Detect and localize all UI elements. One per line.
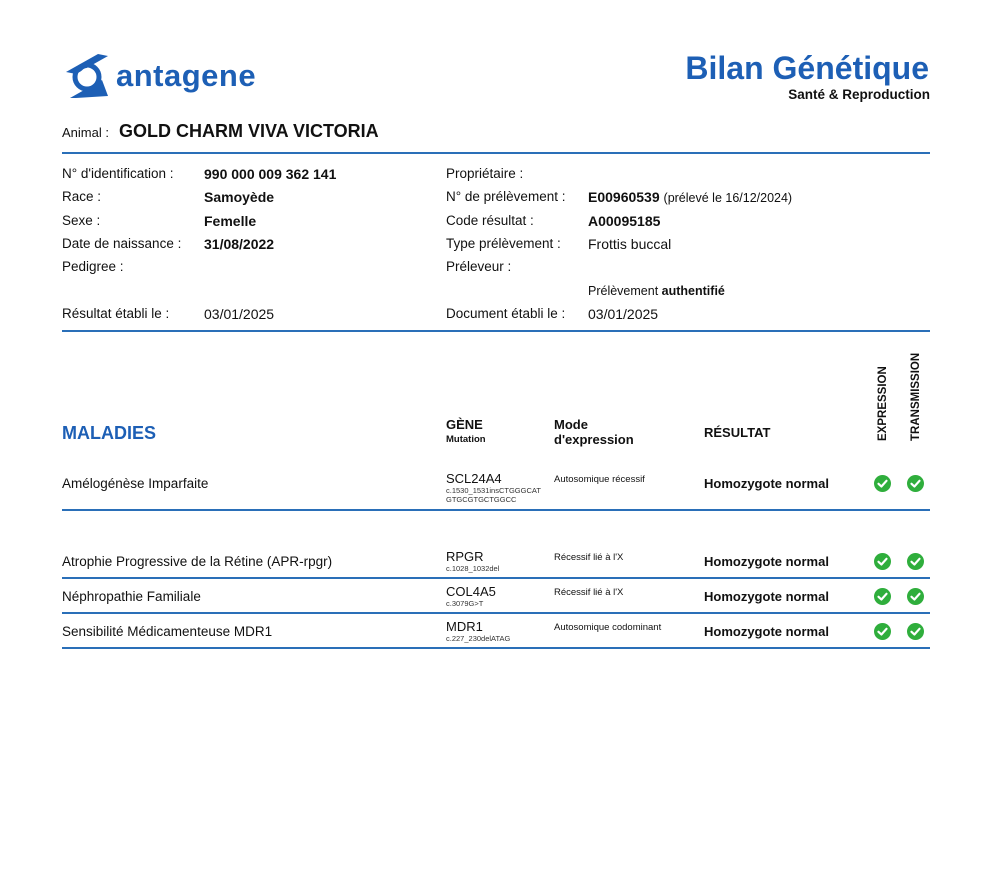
section-title: MALADIES <box>62 423 156 443</box>
col-expression: EXPRESSION <box>877 366 889 441</box>
race-value: Samoyède <box>204 189 275 205</box>
brand-name: antagene <box>116 58 257 93</box>
auth-line <box>588 284 725 298</box>
col-mutation: Mutation <box>446 434 486 445</box>
id-label: N° d'identification : <box>62 166 174 181</box>
auth-prefix: Prélèvement <box>588 284 659 298</box>
mutation-line-1: c.227_230delATAG <box>446 634 511 643</box>
check-icon <box>874 553 891 570</box>
sample-value-line <box>588 189 792 205</box>
preleveur-label: Préleveur : <box>446 259 512 274</box>
mode-expression: Récessif lié à l'X <box>554 587 624 598</box>
race-label: Race : <box>62 189 102 204</box>
gene-name: MDR1 <box>446 619 483 634</box>
gene-name: RPGR <box>446 549 484 564</box>
code-label: Code résultat : <box>446 213 534 228</box>
dob-value: 31/08/2022 <box>204 236 275 252</box>
owner-label: Propriétaire : <box>446 166 524 181</box>
disease-name: Sensibilité Médicamenteuse MDR1 <box>62 624 273 639</box>
row-divider <box>62 647 930 649</box>
disease-name: Amélogénèse Imparfaite <box>62 476 209 491</box>
mutation-line-1: c.3079G>T <box>446 599 484 608</box>
check-icon <box>907 588 924 605</box>
result-value: Homozygote normal <box>704 476 829 491</box>
gene-name: COL4A5 <box>446 584 496 599</box>
doc-date-label: Document établi le : <box>446 306 566 321</box>
pedigree-label: Pedigree : <box>62 259 124 274</box>
sample-value: E00960539 <box>588 189 660 205</box>
result-value: Homozygote normal <box>704 624 829 639</box>
col-mode-2: d'expression <box>554 432 634 447</box>
code-value: A00095185 <box>588 213 661 229</box>
auth-word: authentifié <box>661 284 725 298</box>
row-divider <box>62 577 930 579</box>
mutation-line-1: c.1530_1531insCTGGGCAT <box>446 486 541 495</box>
result-value: Homozygote normal <box>704 589 829 604</box>
sample-note: (prélevé le 16/12/2024) <box>663 191 793 205</box>
mode-expression: Récessif lié à l'X <box>554 552 624 563</box>
antagene-logo-icon <box>62 52 112 100</box>
divider <box>62 152 930 154</box>
gene-name: SCL24A4 <box>446 471 502 486</box>
type-label: Type prélèvement : <box>446 236 561 251</box>
check-icon <box>907 623 924 640</box>
document-subtitle: Santé & Reproduction <box>788 87 930 102</box>
type-value: Frottis buccal <box>588 236 672 252</box>
row-divider <box>62 612 930 614</box>
check-icon <box>874 588 891 605</box>
col-gene: GÈNE <box>446 417 483 432</box>
animal-name: GOLD CHARM VIVA VICTORIA <box>119 121 379 141</box>
result-date-label: Résultat établi le : <box>62 306 170 321</box>
divider <box>62 330 930 332</box>
disease-name: Néphropathie Familiale <box>62 589 201 604</box>
sexe-label: Sexe : <box>62 213 101 228</box>
result-date-value: 03/01/2025 <box>204 306 275 322</box>
check-icon <box>874 623 891 640</box>
check-icon <box>907 553 924 570</box>
disease-name: Atrophie Progressive de la Rétine (APR-rpgr) <box>62 554 333 569</box>
dob-label: Date de naissance : <box>62 236 182 251</box>
col-result: RÉSULTAT <box>704 425 771 440</box>
col-mode-1: Mode <box>554 417 588 432</box>
id-value: 990 000 009 362 141 <box>204 166 337 182</box>
document-title: Bilan Génétique <box>685 50 929 86</box>
col-transmission: TRANSMISSION <box>910 352 922 441</box>
check-icon <box>907 475 924 492</box>
mutation-line-1: c.1028_1032del <box>446 564 500 573</box>
sample-label: N° de prélèvement : <box>446 189 566 204</box>
row-divider <box>62 509 930 511</box>
mode-expression: Autosomique codominant <box>554 622 662 633</box>
mutation-line-2: GTGCGTGCTGGCC <box>446 495 517 504</box>
mode-expression: Autosomique récessif <box>554 474 645 485</box>
sexe-value: Femelle <box>204 213 257 229</box>
animal-label: Animal : <box>62 125 109 140</box>
result-value: Homozygote normal <box>704 554 829 569</box>
doc-date-value: 03/01/2025 <box>588 306 659 322</box>
check-icon <box>874 475 891 492</box>
